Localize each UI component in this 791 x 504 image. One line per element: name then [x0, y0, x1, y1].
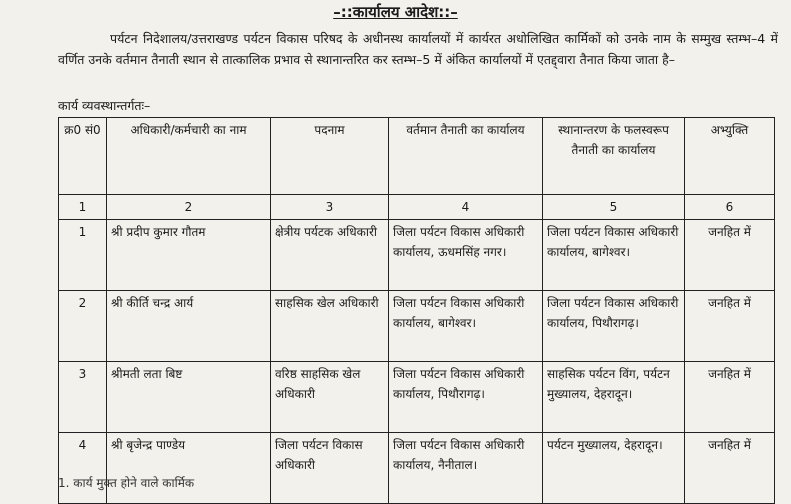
header-current-office: वर्तमान तैनाती का कार्यालय: [389, 118, 543, 195]
header-serial: क्र0 सं0: [59, 118, 107, 195]
order-paragraph-text: पर्यटन निदेशालय/उत्तराखण्ड पर्यटन विकास परिषद के अधीनस्थ कार्यालयों में कार्यरत अधोलिखित कार्मिकों को उनके नाम के सम्मुख स्तम्भ–4 में वर्णित उनके वर्तमान तैनाती स्थान से तात्कालिक प्रभाव से स्थानान्तरित कर स्तम्भ–5 में अंकित कार्यालयों में एतद्द्वारा तैनात किया जाता है–: [58, 31, 778, 67]
column-number-row: [59, 195, 775, 220]
cell-designation: साहसिक खेल अधिकारी: [271, 291, 389, 362]
cell-designation: वरिष्ठ साहसिक खेल अधिकारी: [271, 362, 389, 433]
header-new-office: स्थानान्तरण के फलस्वरूप तैनाती का कार्यालय: [543, 118, 685, 195]
cell-name: श्रीमती लता बिष्ट: [107, 362, 271, 433]
cell-name: श्री प्रदीप कुमार गौतम: [107, 220, 271, 291]
column-number: 3: [271, 195, 389, 220]
cell-current-office: जिला पर्यटन विकास अधिकारी कार्यालय, पिथौरागढ़।: [389, 362, 543, 433]
cell-current-office: जिला पर्यटन विकास अधिकारी कार्यालय, नैनीताल।: [389, 433, 543, 504]
cell-remarks: जनहित में: [685, 291, 775, 362]
cell-name: श्री कीर्ति चन्द्र आर्य: [107, 291, 271, 362]
cell-current-office: जिला पर्यटन विकास अधिकारी कार्यालय, बागेश्वर।: [389, 291, 543, 362]
cell-serial: 4: [59, 433, 107, 504]
cell-name: श्री बृजेन्द्र पाण्डेय: [107, 433, 271, 504]
cell-serial: 3: [59, 362, 107, 433]
work-arrangement-heading: कार्य व्यवस्थान्तर्गतः–: [58, 98, 151, 113]
column-number: 1: [59, 195, 107, 220]
cell-serial: 1: [59, 220, 107, 291]
cell-new-office: जिला पर्यटन विकास अधिकारी कार्यालय, पिथौरागढ़।: [543, 291, 685, 362]
table-row: [59, 362, 775, 433]
column-number: 5: [543, 195, 685, 220]
cell-new-office: जिला पर्यटन विकास अधिकारी कार्यालय, बागेश्वर।: [543, 220, 685, 291]
order-paragraph: [58, 28, 778, 70]
column-number: 2: [107, 195, 271, 220]
header-name: अधिकारी/कर्मचारी का नाम: [107, 118, 271, 195]
cell-remarks: जनहित में: [685, 433, 775, 504]
header-designation: पदनाम: [271, 118, 389, 195]
cell-designation: क्षेत्रीय पर्यटक अधिकारी: [271, 220, 389, 291]
cell-remarks: जनहित में: [685, 362, 775, 433]
footer-note: 1. कार्य मुक्त होने वाले कार्मिक: [58, 476, 195, 490]
cell-remarks: जनहित में: [685, 220, 775, 291]
column-number: 4: [389, 195, 543, 220]
office-order-title: –::कार्यालय आदेश::–: [333, 3, 458, 21]
table-row: [59, 433, 775, 504]
table-row: [59, 291, 775, 362]
cell-current-office: जिला पर्यटन विकास अधिकारी कार्यालय, ऊधमसिंह नगर।: [389, 220, 543, 291]
cell-serial: 2: [59, 291, 107, 362]
cell-new-office: साहसिक पर्यटन विंग, पर्यटन मुख्यालय, देहरादून।: [543, 362, 685, 433]
header-remarks: अभ्युक्ति: [685, 118, 775, 195]
cell-new-office: पर्यटन मुख्यालय, देहरादून।: [543, 433, 685, 504]
table-row: [59, 220, 775, 291]
column-number: 6: [685, 195, 775, 220]
cell-designation: जिला पर्यटन विकास अधिकारी: [271, 433, 389, 504]
transfer-table: [58, 117, 775, 504]
table-header-row: [59, 118, 775, 195]
